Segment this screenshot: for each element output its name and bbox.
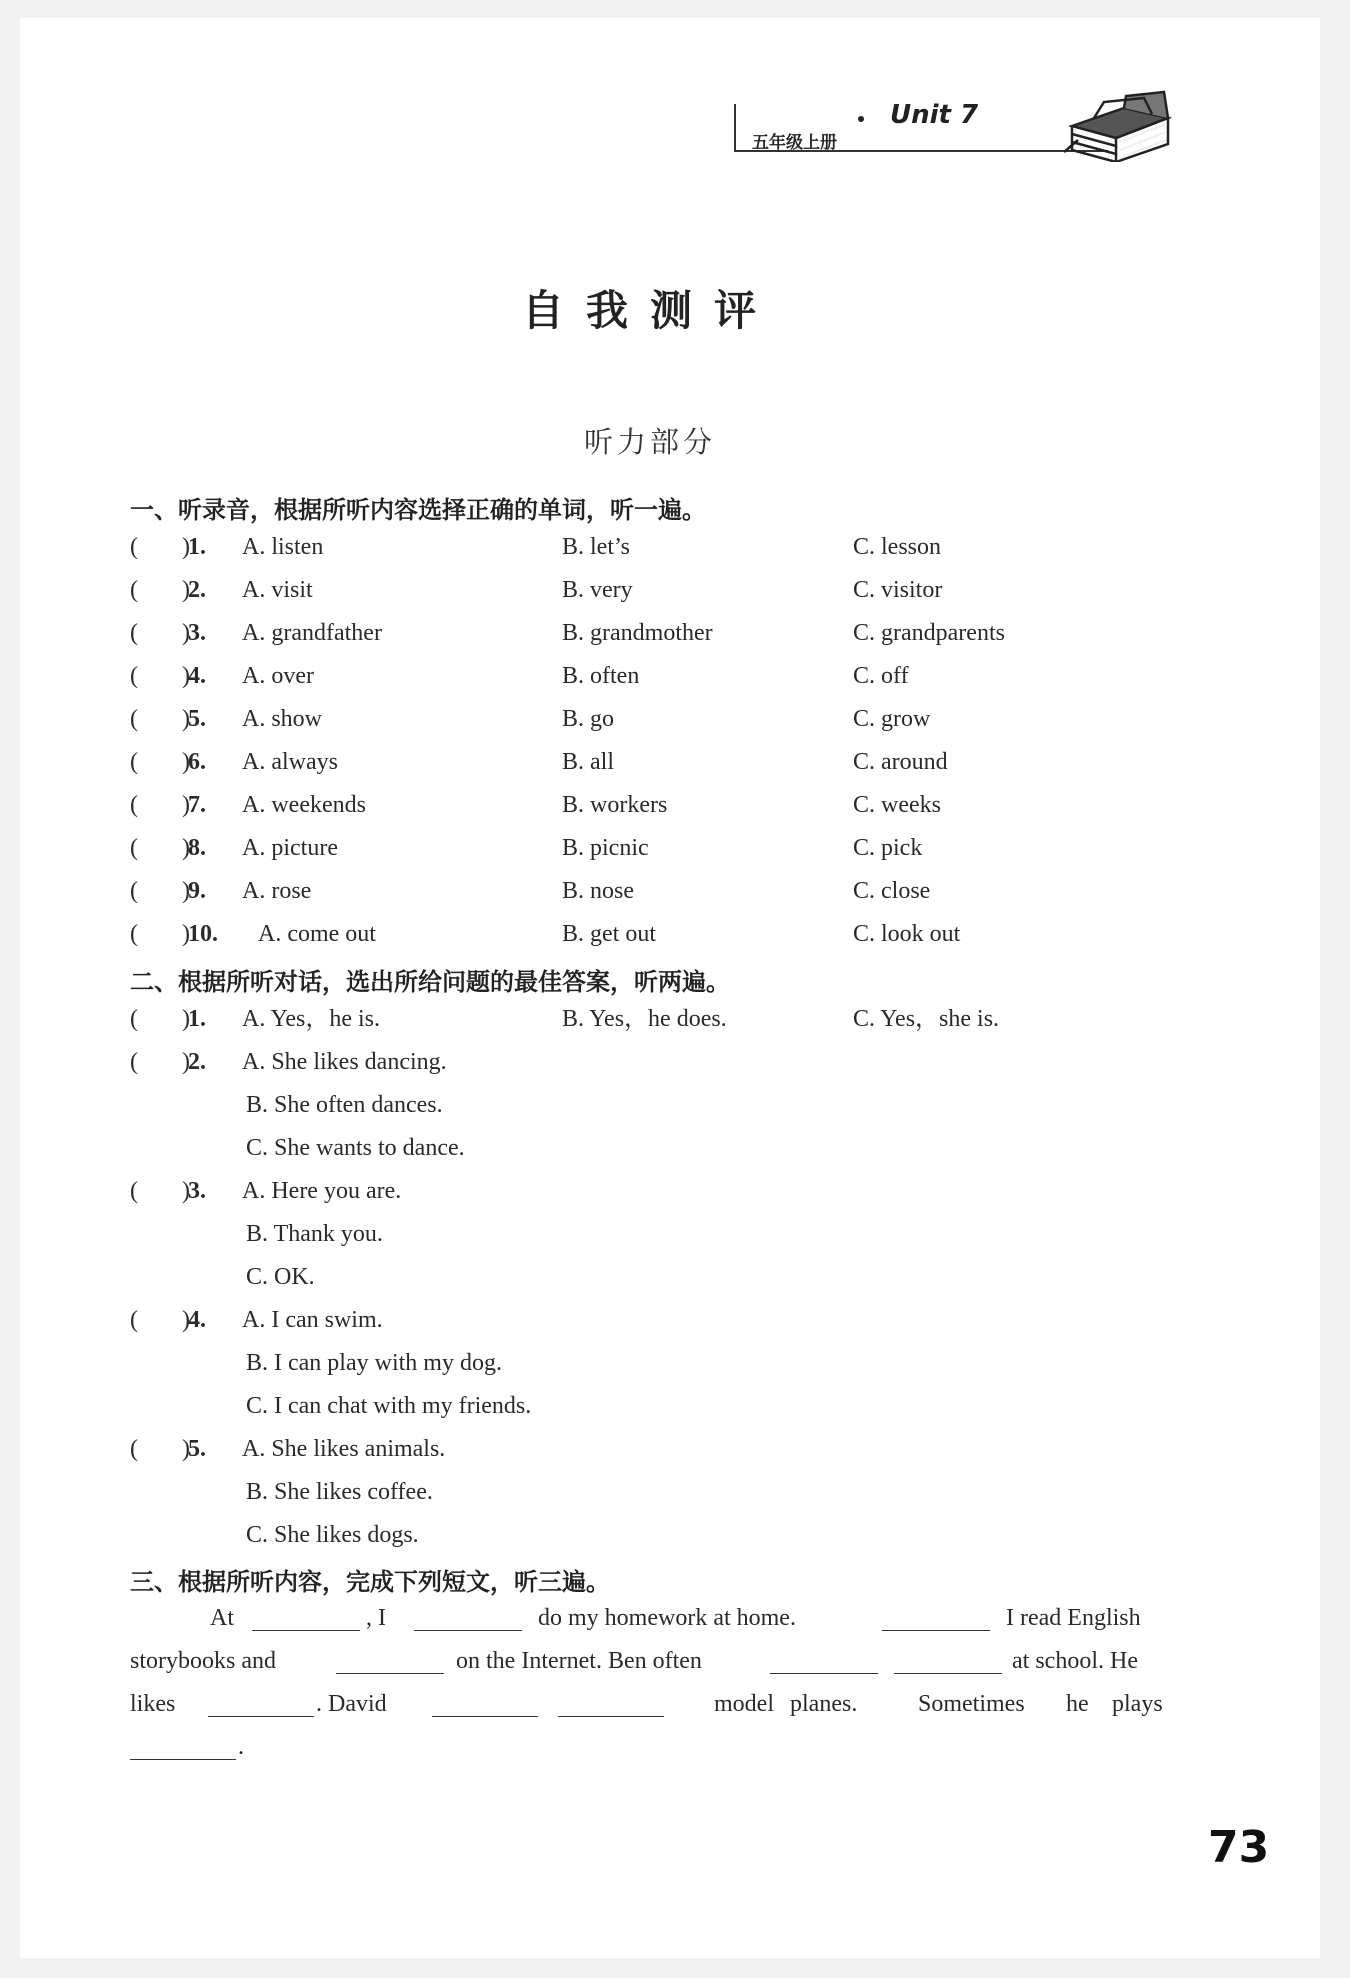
answer-paren-close: ) <box>182 706 190 732</box>
answer-paren-open: ( <box>130 792 138 818</box>
option-c: C. off <box>853 663 909 689</box>
fill-blank[interactable] <box>336 1673 444 1674</box>
answer-paren-close: ) <box>182 1436 190 1462</box>
option-b: B. all <box>562 749 614 775</box>
answer-paren-close: ) <box>182 749 190 775</box>
passage-line <box>130 1600 1180 1636</box>
question-number: 1. <box>188 1006 206 1032</box>
option-c: C. close <box>853 878 931 904</box>
unit-label: Unit 7 <box>890 100 979 130</box>
passage-text: At <box>210 1605 234 1631</box>
option-b: B. get out <box>562 921 656 947</box>
option-a: A. always <box>242 749 338 775</box>
answer-paren-close: ) <box>182 1178 190 1204</box>
option-c: C. pick <box>853 835 923 861</box>
question-number: 4. <box>188 663 206 689</box>
passage-line <box>130 1686 1180 1722</box>
passage-text: model <box>714 1691 774 1717</box>
passage-text: he <box>1066 1691 1089 1717</box>
option-c: C. visitor <box>853 577 943 603</box>
option-a: A. weekends <box>242 792 366 818</box>
answer-paren-open: ( <box>130 921 138 947</box>
option-b: B. grandmother <box>562 620 713 646</box>
section-subtitle: 听力部分 <box>583 425 716 459</box>
question-number: 4. <box>188 1307 206 1333</box>
option-a: A. show <box>242 706 323 732</box>
passage-text: plays <box>1112 1691 1163 1717</box>
option-c: C. She likes dogs. <box>246 1522 419 1548</box>
question-number: 3. <box>188 1178 206 1204</box>
part2-instruction: 二、根据所听对话，选出所给问题的最佳答案，听两遍。 <box>130 968 730 996</box>
option-b: B. very <box>562 577 633 603</box>
option-a: A. listen <box>242 534 324 560</box>
option-c: C. grandparents <box>853 620 1005 646</box>
option-a: A. over <box>242 663 314 689</box>
question-number: 3. <box>188 620 206 646</box>
option-a: A. Here you are. <box>242 1178 402 1204</box>
answer-paren-close: ) <box>182 835 190 861</box>
option-a: A. rose <box>242 878 312 904</box>
option-c: C. She wants to dance. <box>246 1135 465 1161</box>
passage-text: , I <box>366 1605 386 1631</box>
answer-paren-close: ) <box>182 577 190 603</box>
answer-paren-open: ( <box>130 706 138 732</box>
books-icon <box>1064 88 1174 162</box>
passage-text: storybooks and <box>130 1648 276 1674</box>
option-b: B. nose <box>562 878 634 904</box>
option-c: C. lesson <box>853 534 942 560</box>
option-b: B. She often dances. <box>246 1092 443 1118</box>
answer-paren-open: ( <box>130 878 138 904</box>
passage-text: at school. He <box>1012 1648 1138 1674</box>
header-dot <box>858 116 864 122</box>
answer-paren-close: ) <box>182 663 190 689</box>
option-a: A. come out <box>258 921 376 947</box>
passage-line <box>130 1643 1180 1679</box>
passage-text: do my homework at home. <box>538 1605 796 1631</box>
passage-line <box>130 1729 1180 1765</box>
page-title: 自我测评 <box>521 286 778 335</box>
fill-blank[interactable] <box>414 1630 522 1631</box>
answer-paren-open: ( <box>130 1006 138 1032</box>
fill-blank[interactable] <box>894 1673 1002 1674</box>
passage-text: Sometimes <box>918 1691 1025 1717</box>
passage-text: . David <box>316 1691 387 1717</box>
answer-paren-open: ( <box>130 749 138 775</box>
answer-paren-open: ( <box>130 1307 138 1333</box>
fill-blank[interactable] <box>208 1716 314 1717</box>
option-c: C. I can chat with my friends. <box>246 1393 532 1419</box>
answer-paren-open: ( <box>130 620 138 646</box>
option-c: C. weeks <box>853 792 941 818</box>
question-number: 7. <box>188 792 206 818</box>
option-a: A. visit <box>242 577 313 603</box>
answer-paren-open: ( <box>130 577 138 603</box>
part3-instruction: 三、根据所听内容，完成下列短文，听三遍。 <box>130 1568 610 1596</box>
answer-paren-close: ) <box>182 620 190 646</box>
question-number: 6. <box>188 749 206 775</box>
fill-blank[interactable] <box>252 1630 360 1631</box>
answer-paren-open: ( <box>130 663 138 689</box>
option-c: C. look out <box>853 921 961 947</box>
option-a: A. She likes animals. <box>242 1436 446 1462</box>
option-b: B. often <box>562 663 640 689</box>
page-number: 73 <box>1208 1822 1270 1873</box>
passage-text: planes. <box>790 1691 858 1717</box>
option-b: B. I can play with my dog. <box>246 1350 502 1376</box>
question-number: 5. <box>188 706 206 732</box>
fill-blank[interactable] <box>770 1673 878 1674</box>
question-number: 9. <box>188 878 206 904</box>
question-number: 8. <box>188 835 206 861</box>
answer-paren-close: ) <box>182 921 190 947</box>
fill-blank[interactable] <box>882 1630 990 1631</box>
option-c: C. OK. <box>246 1264 315 1290</box>
fill-blank[interactable] <box>432 1716 538 1717</box>
fill-blank[interactable] <box>558 1716 664 1717</box>
passage-text: likes <box>130 1691 176 1717</box>
answer-paren-close: ) <box>182 534 190 560</box>
option-b: B. She likes coffee. <box>246 1479 433 1505</box>
answer-paren-close: ) <box>182 792 190 818</box>
answer-paren-close: ) <box>182 1049 190 1075</box>
passage-text: on the Internet. Ben often <box>456 1648 702 1674</box>
question-number: 2. <box>188 1049 206 1075</box>
option-c: C. grow <box>853 706 931 732</box>
option-a: A. picture <box>242 835 338 861</box>
answer-paren-open: ( <box>130 1436 138 1462</box>
question-number: 1. <box>188 534 206 560</box>
option-b: B. Yes，he does. <box>562 1006 727 1032</box>
option-b: B. picnic <box>562 835 649 861</box>
answer-paren-close: ) <box>182 1307 190 1333</box>
answer-paren-open: ( <box>130 534 138 560</box>
answer-paren-open: ( <box>130 835 138 861</box>
option-b: B. Thank you. <box>246 1221 383 1247</box>
passage-text: . <box>238 1734 244 1760</box>
option-a: A. I can swim. <box>242 1307 383 1333</box>
answer-paren-open: ( <box>130 1178 138 1204</box>
option-b: B. go <box>562 706 615 732</box>
passage-text: I read English <box>1006 1605 1141 1631</box>
grade-label: 五年级上册 <box>752 133 837 153</box>
option-a: A. grandfather <box>242 620 382 646</box>
answer-paren-open: ( <box>130 1049 138 1075</box>
question-number: 2. <box>188 577 206 603</box>
question-number: 5. <box>188 1436 206 1462</box>
option-c: C. around <box>853 749 948 775</box>
option-b: B. let’s <box>562 534 631 560</box>
option-c: C. Yes，she is. <box>853 1006 1000 1032</box>
answer-paren-close: ) <box>182 1006 190 1032</box>
option-b: B. workers <box>562 792 668 818</box>
option-a: A. Yes，he is. <box>242 1006 381 1032</box>
option-a: A. She likes dancing. <box>242 1049 447 1075</box>
fill-blank[interactable] <box>130 1759 236 1760</box>
question-number: 10. <box>188 921 218 947</box>
part1-instruction: 一、听录音，根据所听内容选择正确的单词，听一遍。 <box>130 496 706 524</box>
answer-paren-close: ) <box>182 878 190 904</box>
